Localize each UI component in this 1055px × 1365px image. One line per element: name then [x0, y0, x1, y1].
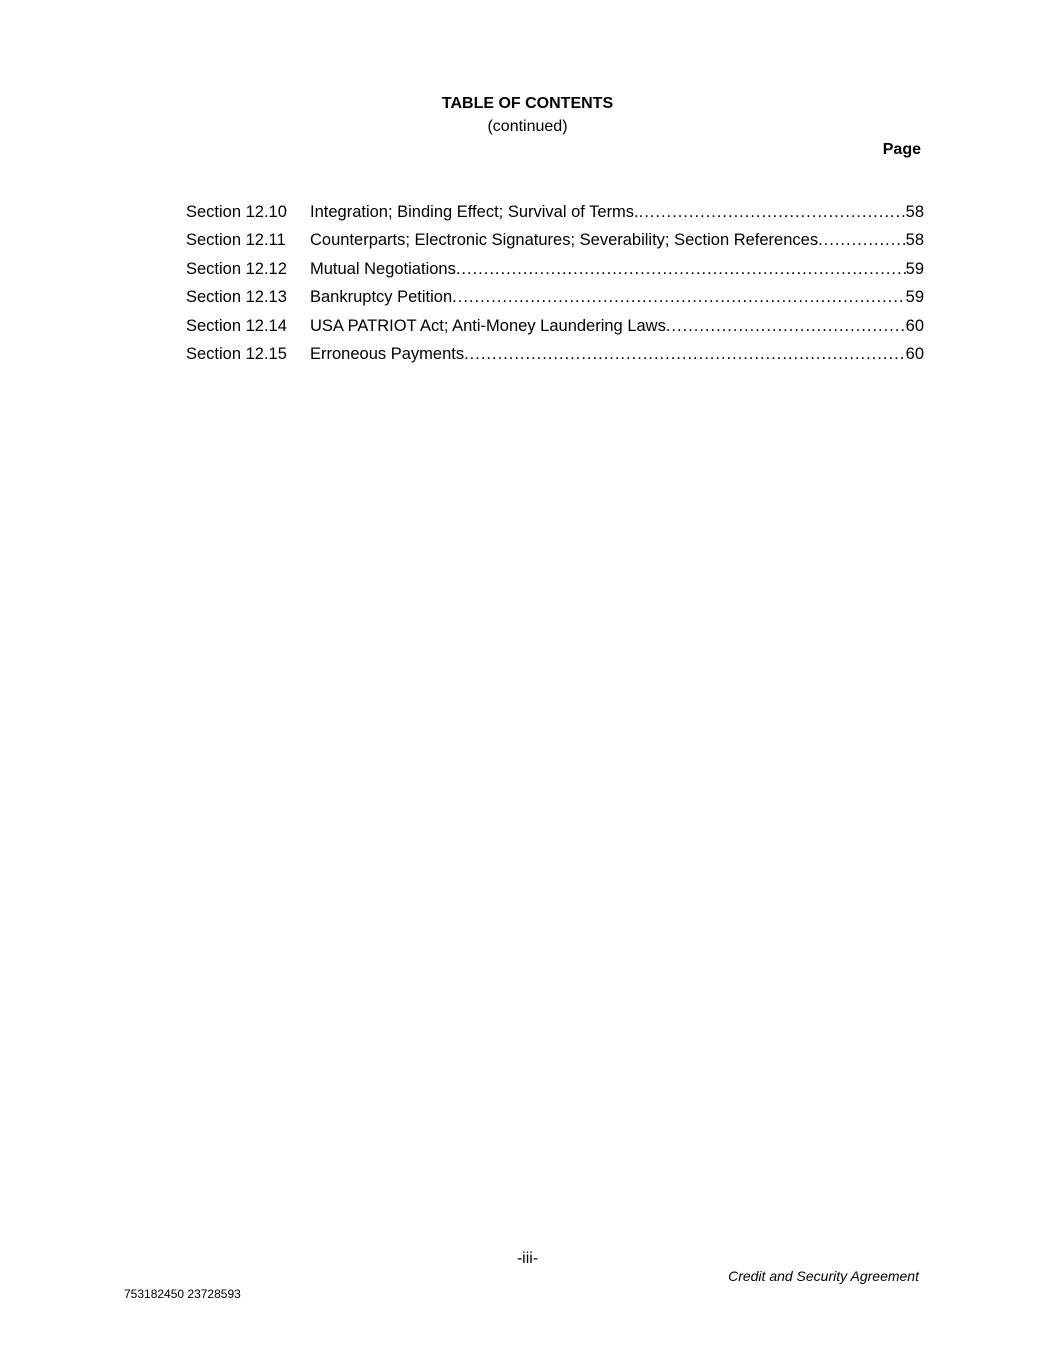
section-title: USA PATRIOT Act; Anti-Money Laundering Laws: [310, 316, 666, 335]
dot-leader: [464, 345, 906, 364]
dot-leader: [666, 317, 906, 336]
page-number: 60: [905, 316, 924, 335]
toc-entry[interactable]: [186, 203, 924, 231]
entry-body: [310, 317, 924, 336]
section-number: Section 12.11: [186, 231, 286, 250]
toc-entry[interactable]: [186, 317, 924, 345]
footer-document-name: Credit and Security Agreement: [728, 1268, 919, 1284]
section-title: Bankruptcy Petition: [310, 288, 453, 307]
section-number: Section 12.14: [186, 316, 287, 335]
toc-entry[interactable]: [186, 288, 924, 316]
toc-title: TABLE OF CONTENTS: [441, 95, 614, 112]
page-number: 58: [905, 231, 924, 250]
entry-body: [310, 260, 924, 279]
toc-entry[interactable]: [186, 345, 924, 373]
entry-body: [310, 345, 924, 364]
footer-document-id: 753182450 23728593: [124, 1287, 241, 1301]
page-number: 58: [905, 203, 924, 221]
toc-subtitle: (continued): [487, 118, 568, 135]
section-title: Erroneous Payments: [310, 344, 465, 363]
section-number: Section 12.13: [186, 288, 287, 307]
dot-leader: [452, 288, 905, 307]
dot-leader: [639, 203, 906, 222]
section-number: Section 12.10: [186, 203, 287, 221]
section-title: Counterparts; Electronic Signatures; Severability; Section References: [310, 231, 819, 250]
toc-entry[interactable]: [186, 231, 924, 259]
dot-leader: [456, 260, 906, 279]
page-column-label: Page: [882, 141, 921, 158]
page-number: 60: [905, 344, 924, 363]
toc-entry[interactable]: [186, 260, 924, 288]
page-number: 59: [905, 259, 924, 278]
entry-body: [310, 203, 924, 222]
dot-leader: [818, 231, 906, 250]
page-number: 59: [905, 288, 924, 307]
section-title: Integration; Binding Effect; Survival of Terms.: [310, 203, 639, 221]
section-number: Section 12.12: [186, 259, 287, 278]
section-title: Mutual Negotiations: [310, 259, 456, 278]
entry-body: [310, 231, 924, 250]
entry-body: [310, 288, 924, 307]
toc-list: [186, 203, 924, 373]
footer-page-number: -iii-: [516, 1250, 539, 1267]
section-number: Section 12.15: [186, 344, 287, 363]
